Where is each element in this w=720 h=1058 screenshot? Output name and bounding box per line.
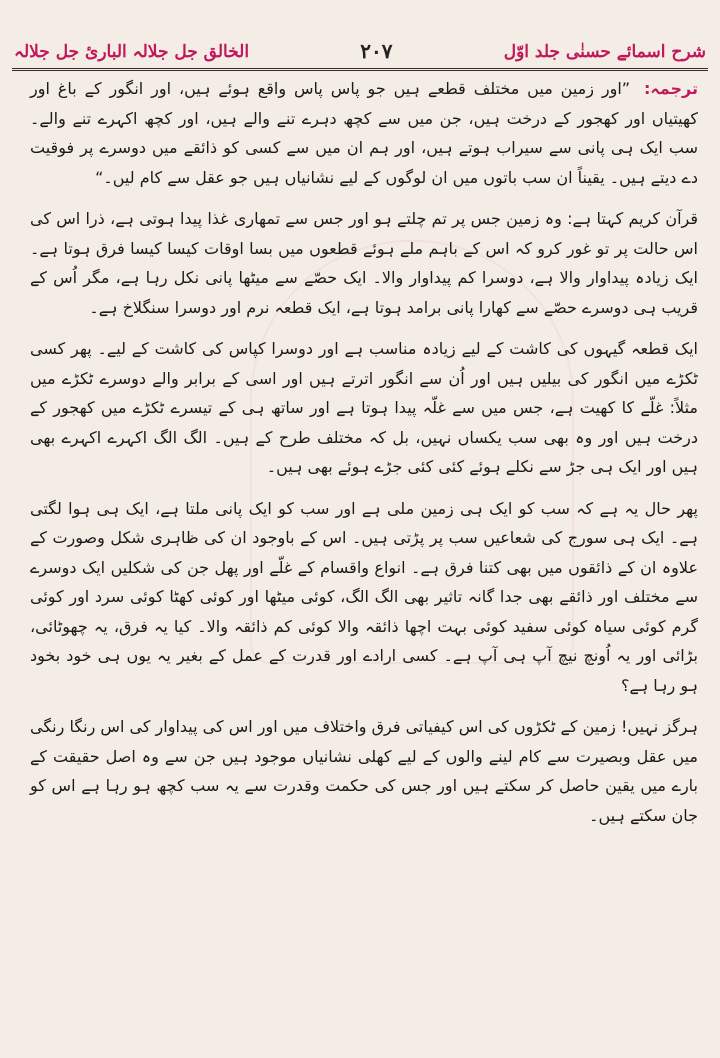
paragraph-2: ایک قطعہ گیہوں کی کاشت کے لیے زیادہ مناسب ہے اور دوسرا کپاس کی کاشت کے لیے۔ پھر کسی ٹکڑے میں انگور کی بیلیں ہیں اور اُن سے انگور اترتے ہیں اور اسی کے برابر والے دوسرے ٹکڑے میں مثلاً: غلّے کا کھیت ہے، جس میں سے غلّہ پیدا ہوتا ہے اور ساتھ ہی کے تیسرے ٹکڑے میں کھجور کے درخت ہیں اور وہ بھی سب یکساں نہیں، بل کہ مختلف طرح کے ہیں۔ الگ الگ اکہرے اکہرے بھی ہیں اور ایک ہی جڑ سے نکلے ہوئے کئی کئی جڑے ہوئے بھی ہیں۔ [30,339,698,476]
paragraph-1: قرآن کریم کہتا ہے: وہ زمین جس پر تم چلتے ہو اور جس سے تمھاری غذا پیدا ہوتی ہے، ذرا اس کی اس حالت پر تو غور کرو کہ اس کے باہم ملے ہوئے قطعوں میں بسا اوقات کیسا کیسا فرق ہوتا ہے۔ ایک زیادہ پیداوار والا ہے، دوسرا کم پیداوار والا۔ ایک حصّے سے میٹھا پانی نکل رہا ہے، مگر اُس کے قریب ہی دوسرے حصّے سے کھارا پانی برامد ہوتا ہے، ایک قطعہ نرم اور دوسرا سنگلاخ ہے۔ [30,209,698,317]
translation-text: ”اور زمین میں مختلف قطعے ہیں جو پاس پاس واقع ہوئے ہیں، اور انگور کے باغ اور کھیتیاں اور کھجور کے درخت ہیں، جن میں سے کچھ دہرے تنے والے ہیں، اور کچھ اکہرے تنے والے۔ سب ایک ہی پانی سے سیراب ہوتے ہیں، اور ہم ان میں سے کسی کو ذائقے میں دوسرے پر فوقیت دے دیتے ہیں۔ یقیناً ان سب باتوں میں ان لوگوں کے لیے نشانیاں ہیں جو عقل سے کام لیں۔“ [30,79,698,187]
running-title-book: شرح اسمائے حسنٰی جلد اوّل [503,41,706,62]
page-number: ۲۰۷ [360,39,393,63]
paragraph-3: پھر حال یہ ہے کہ سب کو ایک ہی زمین ملی ہے اور سب کو ایک پانی ملتا ہے، ایک ہی ہوا لگتی ہے۔ ایک ہی سورج کی شعاعیں سب پر پڑتی ہیں۔ اس کے باوجود ان کی ظاہری شکل وصورت کے علاوہ ان کے ذائقوں میں بھی کتنا فرق ہے۔ انواع واقسام کے غلّے اور پھل جن کی شکلیں ایک دوسرے سے مختلف اور ذائقے بھی جدا گانہ تاثیر بھی الگ الگ، کوئی میٹھا اور کوئی کھٹا کوئی سرد اور کوئی گرم کوئی سیاہ کوئی سفید کوئی بہت اچھا ذائقہ والا کوئی کم ذائقہ والا۔ کیا یہ فرق، یہ چھوٹائی، بڑائی اور یہ اُونچ نیچ آپ ہی آپ ہے۔ کسی ارادے اور قدرت کے عمل کے بغیر یہ یوں ہی خود بخود ہو رہا ہے؟ [30,498,698,695]
page-header [14,34,706,68]
header-divider [12,68,708,71]
translation-label: ترجمہ: [644,79,698,98]
page-body [30,74,698,1050]
paragraph-4: ہرگز نہیں! زمین کے ٹکڑوں کی اس کیفیاتی فرق واختلاف میں اور اس کی پیداوار کی اس رنگا رنگی میں عقل وبصیرت سے کام لینے والوں کے لیے کھلی نشانیاں موجود ہیں جن سے وہ اصل حقیقت کے بارے میں یقین حاصل کر سکتے ہیں اور جس کی حکمت وقدرت سے یہ سب کچھ ہو رہا ہے اس کو جان سکتے ہیں۔ [30,717,698,825]
running-title-names: الخالق جل جلالہ البارئ جل جلالہ [14,41,250,62]
translation-paragraph [30,74,698,192]
